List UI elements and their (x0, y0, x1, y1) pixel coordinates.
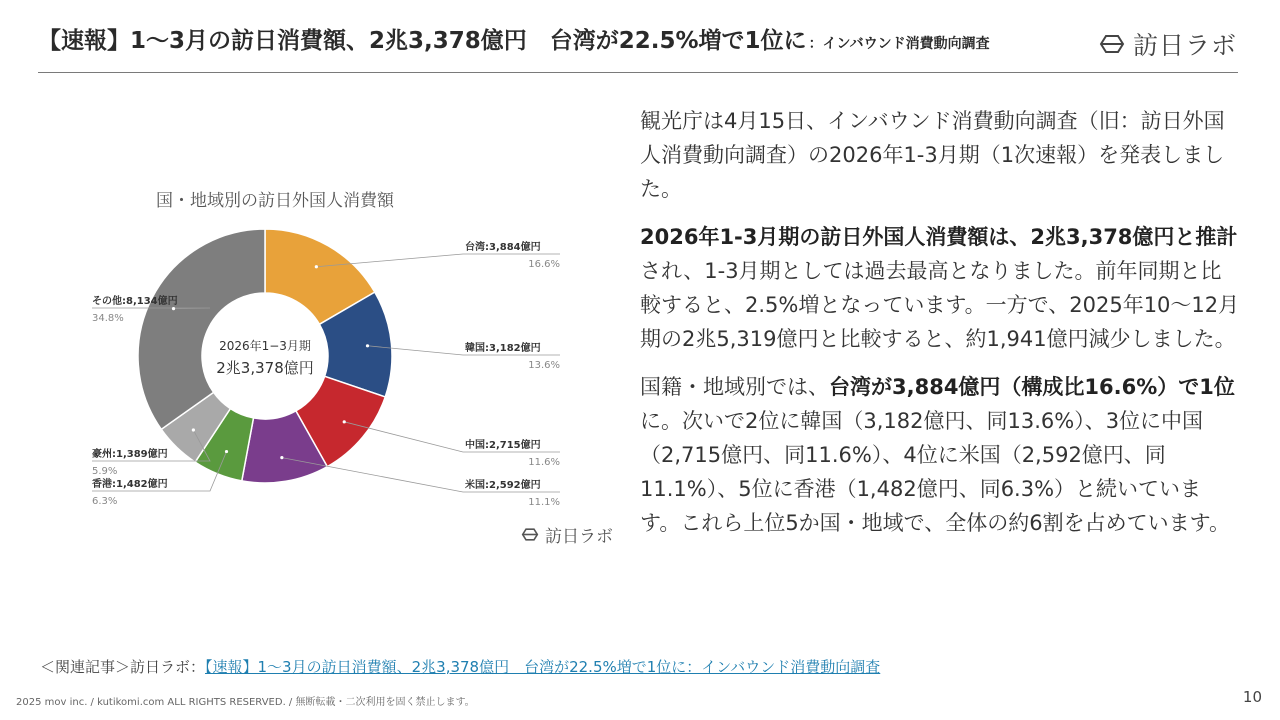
slice-label-豪州: 豪州:1,389億円 (92, 449, 168, 460)
center-label-period: 2026年1−3月期 (219, 339, 311, 353)
chart-title: 国・地域別の訪日外国人消費額 (156, 191, 394, 211)
leader-dot-中国 (343, 420, 346, 423)
brand-mark-icon (1097, 33, 1127, 55)
slice-label-香港: 香港:1,482億円 (92, 479, 168, 490)
chart-brand-name: 訪日ラボ (545, 527, 613, 547)
slice-percent-台湾: 16.6% (528, 259, 560, 270)
leader-dot-豪州 (192, 428, 195, 431)
paragraph-2-bold: 2026年1-3月期の訪日外国人消費額は、2兆3,378億円と推計 (640, 225, 1238, 249)
slice-label-中国: 中国:2,715億円 (465, 440, 541, 451)
slice-percent-中国: 11.6% (528, 457, 560, 468)
leader-dot-台湾 (315, 265, 318, 268)
paragraph-1 (640, 104, 1240, 206)
center-label-total: 2兆3,378億円 (216, 359, 314, 377)
copyright-footer: 2025 mov inc. / kutikomi.com ALL RIGHTS RESERVED. / 無断転載・二次利用を固く禁止します。 (16, 697, 475, 708)
slice-percent-その他: 34.8% (92, 313, 124, 324)
slice-label-韓国: 韓国:3,182億円 (465, 343, 541, 354)
donut-chart (60, 170, 620, 560)
paragraph-2 (640, 220, 1240, 356)
paragraph-3-text: に。次いで2位に韓国（3,182億円、同13.6%）、3位に中国（2,715億円、同11.6%）、4位に米国（2,592億円、同11.1%）、5位に香港（1,482億円、同6.3%）と続いています。これら上位5か国・地域で、全体の約6割を占めています。 (640, 409, 1230, 535)
paragraph-3 (640, 370, 1240, 540)
title-main: 【速報】1〜3月の訪日消費額、2兆3,378億円 台湾が22.5%増で1位に (38, 28, 807, 54)
paragraph-1-text: 観光庁は4月15日、インバウンド消費動向調査（旧：訪日外国人消費動向調査）の2026年1-3月期（1次速報）を発表しました。 (640, 109, 1225, 201)
slice-percent-米国: 11.1% (528, 497, 560, 508)
related-article (40, 656, 880, 677)
donut-chart-panel (60, 170, 620, 560)
related-prefix: ＜関連記事＞訪日ラボ： (40, 658, 206, 676)
leader-dot-その他 (172, 307, 175, 310)
slice-label-台湾: 台湾:3,884億円 (465, 242, 541, 253)
leader-dot-米国 (280, 456, 283, 459)
article-body (640, 104, 1240, 554)
brand-logo (1097, 26, 1237, 62)
slice-percent-香港: 6.3% (92, 496, 118, 507)
related-article-link[interactable]: 【速報】1〜3月の訪日消費額、2兆3,378億円 台湾が22.5%増で1位に：インバウンド消費動向調査 (205, 658, 881, 676)
leader-dot-韓国 (366, 344, 369, 347)
chart-brand-logo (520, 522, 613, 547)
slice-percent-豪州: 5.9% (92, 466, 118, 477)
donut-slice-その他 (138, 229, 265, 429)
brand-mark-icon (520, 527, 540, 542)
page-title (38, 22, 1098, 55)
page-number: 10 (1242, 688, 1262, 706)
title-subtitle: ：インバウンド消費動向調査 (808, 36, 990, 52)
paragraph-2-text: され、1-3月期としては過去最高となりました。前年同期と比較すると、2.5%増となっています。一方で、2025年10〜12月期の2兆5,319億円と比較すると、約1,941億円減少しました。 (640, 259, 1240, 351)
brand-name: 訪日ラボ (1133, 31, 1238, 60)
paragraph-3-bold: 台湾が3,884億円（構成比16.6%）で1位 (829, 375, 1235, 399)
leader-dot-香港 (225, 450, 228, 453)
slice-percent-韓国: 13.6% (528, 360, 560, 371)
header-divider (38, 72, 1238, 73)
slice-label-その他: その他:8,134億円 (92, 296, 178, 307)
paragraph-3-lead: 国籍・地域別では、 (640, 375, 829, 399)
slice-label-米国: 米国:2,592億円 (465, 480, 541, 491)
